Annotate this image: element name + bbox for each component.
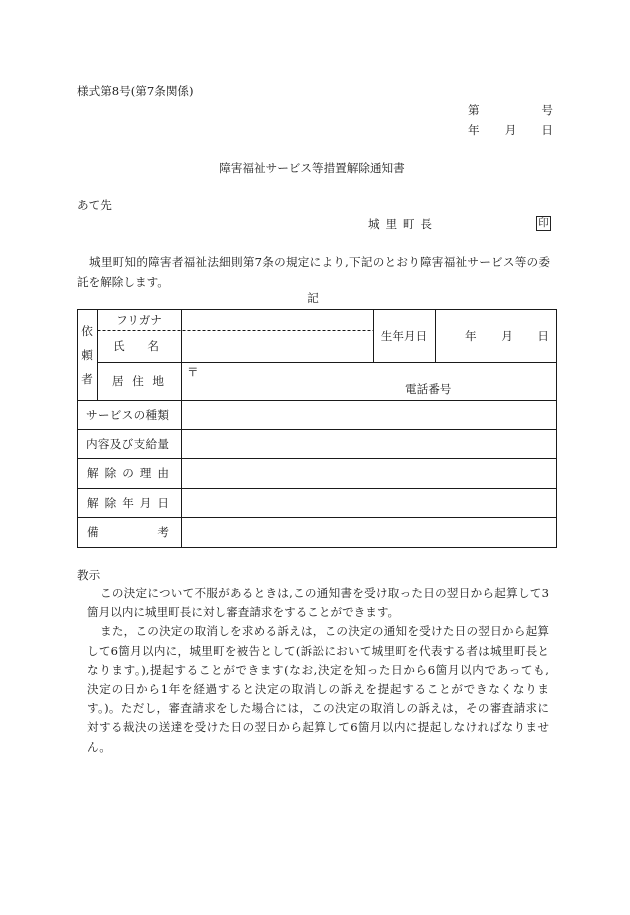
label-char: 住 [132, 374, 144, 388]
label-char: の [133, 407, 146, 422]
label-char: 考 [157, 525, 169, 539]
address-value-cell [181, 362, 556, 400]
label-char: 量 [157, 436, 169, 451]
notice-line: また，この決定の取消しを求める訴えは，この決定の通知を受けた日の翌日から起算 [100, 624, 549, 639]
issue-date-line [468, 122, 553, 138]
label-char: 町 [402, 217, 415, 231]
label-char: 名 [147, 339, 159, 353]
intro-line: 城里町知的障害者福祉法細則第7条の規定により,下記のとおり障害福祉サービス等の委 [89, 255, 550, 269]
requester-label-cell [77, 309, 97, 400]
label-char: 者 [81, 371, 93, 386]
furigana-value-cell [181, 309, 373, 330]
birthdate-day-unit: 日 [537, 328, 549, 343]
issue-date-month: 月 [504, 123, 517, 137]
addressee-label: あて先 [77, 198, 112, 212]
issue-date-day: 日 [541, 123, 553, 137]
label-char: 地 [152, 374, 164, 388]
label-char: 及 [109, 436, 122, 451]
address-label-cell [97, 362, 181, 400]
cancellation-reason-value-cell [181, 458, 556, 488]
label-char: 除 [104, 466, 117, 480]
service-type-label-cell [77, 400, 181, 429]
notice-line: す。)。ただし，審査請求をした場合には，この決定の取消しの訴えは，その審査請求に [87, 701, 549, 716]
birthdate-label-cell [373, 309, 435, 362]
furigana-label-cell [97, 309, 181, 330]
label-char: 依 [81, 323, 93, 338]
remarks-label [87, 524, 169, 540]
label-char: 内 [86, 436, 98, 451]
birthdate-year-unit: 年 [465, 328, 477, 343]
postal-mark: 〒 [187, 365, 199, 379]
notice-line: なります。),提起することができます(なお,決定を知った日から6箇月以内であっても, [87, 662, 549, 677]
issuer-name [368, 216, 432, 232]
notice-line: 対する裁決の送達を受けた日の翌日から起算して6箇月以内に提起しなければなりませ [87, 720, 549, 735]
notice-line: 決定の日から1年を経過すると決定の取消しの訴えを提起することができなくなりま [87, 681, 549, 696]
label-char: 由 [157, 466, 169, 480]
notice-heading: 教示 [77, 568, 101, 582]
birthdate-units [465, 328, 549, 344]
label-char: 居 [112, 374, 124, 388]
phone-number-label: 電話番号 [405, 382, 452, 396]
form-number-label: 様式第8号(第7条関係) [77, 84, 194, 98]
label-char: ー [97, 407, 110, 422]
label-char: 容 [97, 436, 110, 451]
seal-stamp-box: 印 [536, 216, 551, 231]
label-char: 氏 [113, 339, 125, 353]
label-char: び [121, 436, 134, 451]
label-char: 解 [87, 495, 99, 510]
remarks-label-cell [77, 517, 181, 547]
name-label [113, 338, 159, 354]
label-char: 里 [385, 217, 398, 231]
service-type-value-cell [181, 400, 556, 429]
label-char: 日 [157, 495, 169, 510]
notice-body [0, 584, 630, 757]
birthdate-label: 生年月日 [380, 328, 428, 343]
label-char: の [122, 466, 134, 480]
label-char: 頼 [81, 347, 93, 362]
cancellation-reason-label-cell [77, 458, 181, 488]
document-number-suffix: 号 [541, 103, 553, 117]
document-number-prefix: 第 [468, 103, 480, 117]
notice-line: ん。 [87, 739, 111, 754]
label-char: サ [86, 407, 98, 422]
name-value-cell [181, 330, 373, 362]
address-label [112, 373, 164, 389]
label-char: 類 [157, 407, 169, 422]
cancellation-date-label [87, 495, 169, 511]
ki-heading: 記 [307, 291, 319, 305]
document-title: 障害福祉サービス等措置解除通知書 [219, 161, 405, 175]
label-char: 理 [139, 466, 152, 480]
intro-line: 託を解除します。 [77, 275, 169, 289]
label-char: 除 [104, 495, 117, 510]
content-amount-label [86, 436, 169, 452]
label-char: 月 [139, 495, 152, 510]
label-char: ビ [109, 407, 122, 422]
content-amount-value-cell [181, 429, 556, 458]
service-type-label [86, 407, 169, 423]
notice-line: この決定について不服があるときは,この通知書を受け取った日の翌日から起算して3 [100, 586, 549, 600]
notice-line: 箇月以内に城里町長に対し審査請求をすることができます。 [87, 605, 400, 620]
requester-label [81, 319, 93, 391]
cancellation-date-value-cell [181, 488, 556, 517]
label-char: 長 [420, 217, 432, 231]
birthdate-month-unit: 月 [501, 328, 513, 343]
name-label-cell [97, 330, 181, 362]
issue-date-year: 年 [468, 123, 480, 137]
label-char: 支 [133, 436, 146, 451]
cancellation-date-label-cell [77, 488, 181, 517]
remarks-value-cell [181, 517, 556, 547]
notice-line: して6箇月以内に，城里町を被告として(訴訟において城里町を代表する者は城里町長と [87, 643, 549, 658]
label-char: 年 [122, 495, 134, 510]
birthdate-value-cell [435, 309, 556, 362]
label-char: 解 [87, 466, 99, 480]
furigana-label: フリガナ [116, 312, 162, 327]
label-char: 種 [145, 407, 158, 422]
document-number-line [468, 102, 553, 118]
content-amount-label-cell [77, 429, 181, 458]
cancellation-reason-label [87, 465, 169, 481]
label-char: 城 [368, 217, 380, 231]
label-char: ス [121, 407, 134, 422]
label-char: 給 [145, 436, 158, 451]
label-char: 備 [87, 525, 99, 539]
